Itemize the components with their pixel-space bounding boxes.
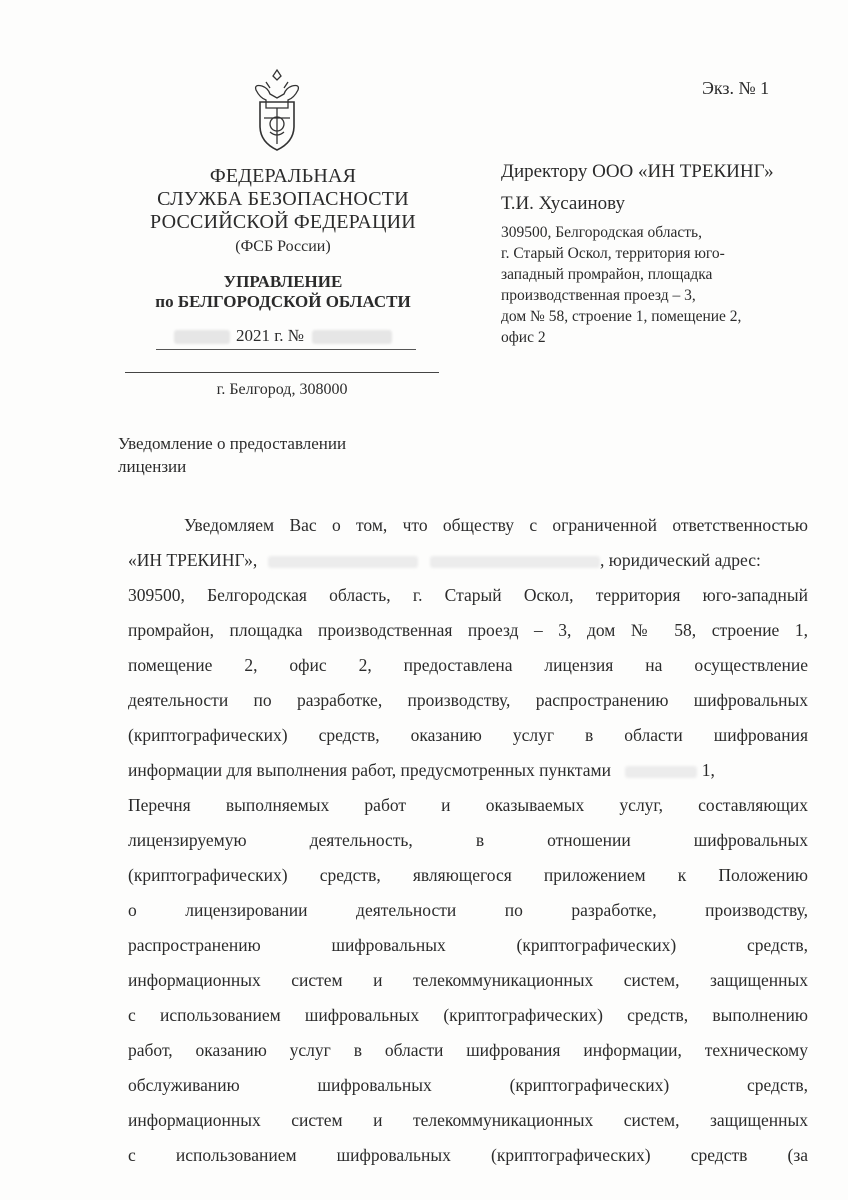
body-line	[128, 543, 808, 578]
addressee-title: Директору ООО «ИН ТРЕКИНГ»	[501, 161, 774, 182]
subject-line: Уведомление о предоставлении	[118, 434, 347, 453]
body-fragment: , юридический адрес:	[600, 550, 761, 570]
redacted-date	[174, 330, 230, 344]
body-line: (криптографических) средств, являющегося приложением к Положению	[128, 865, 808, 885]
body-line: информационных систем и телекоммуникационных систем, защищенных	[128, 1110, 808, 1130]
address-line: дом № 58, строение 1, помещение 2,	[501, 308, 742, 325]
body-line: с использованием шифровальных (криптографических) средств, выполнению	[128, 1005, 808, 1025]
addressee-name: Т.И. Хусаинову	[501, 193, 625, 214]
body-line: о лицензировании деятельности по разработке, производству,	[128, 900, 808, 920]
department-line: по БЕЛГОРОДСКОЙ ОБЛАСТИ	[155, 292, 411, 311]
fsb-emblem-icon	[248, 68, 306, 152]
body-line: лицензируемую деятельность, в отношении шифровальных	[128, 830, 808, 850]
sender-block	[118, 165, 448, 348]
redacted-text	[625, 766, 697, 778]
subject	[118, 432, 438, 478]
body-line: распространению шифровальных (криптографических) средств,	[128, 935, 808, 955]
body-line: деятельности по разработке, производству, распространению шифровальных	[128, 690, 808, 710]
agency-abbreviation: (ФСБ России)	[235, 238, 331, 255]
body-fragment: «ИН ТРЕКИНГ»,	[128, 550, 258, 570]
body-line: Уведомляем Вас о том, что обществу с ограниченной ответственностью	[184, 515, 808, 535]
date-text: 2021 г. №	[235, 326, 305, 345]
department-line: УПРАВЛЕНИЕ	[223, 272, 343, 291]
body-line: Перечня выполняемых работ и оказываемых услуг, составляющих	[128, 795, 808, 815]
body-line	[128, 753, 808, 788]
addressee-block	[501, 160, 821, 348]
address-line: г. Старый Оскол, территория юго-	[501, 245, 725, 262]
sender-city: г. Белгород, 308000	[216, 381, 348, 398]
redacted-text	[268, 556, 418, 568]
body-line: работ, оказанию услуг в области шифрования информации, техническому	[128, 1040, 808, 1060]
address-line: западный промрайон, площадка	[501, 266, 713, 283]
redacted-text	[430, 556, 600, 568]
body-fragment: 1,	[701, 760, 715, 780]
body-line: 309500, Белгородская область, г. Старый Оскол, территория юго-западный	[128, 585, 808, 605]
address-line: 309500, Белгородская область,	[501, 224, 702, 241]
date-number-field	[118, 326, 448, 348]
date-underline	[156, 349, 416, 350]
agency-line: ФЕДЕРАЛЬНАЯ	[209, 165, 357, 187]
copy-number: Экз. № 1	[702, 78, 770, 98]
body-line: с использованием шифровальных (криптографических) средств (за	[128, 1145, 808, 1165]
body-line: обслуживанию шифровальных (криптографических) средств,	[128, 1075, 808, 1095]
addressee-address	[501, 222, 821, 348]
subject-line: лицензии	[118, 457, 187, 476]
body-line: (криптографических) средств, оказанию услуг в области шифрования	[128, 725, 808, 745]
agency-line: РОССИЙСКОЙ ФЕДЕРАЦИИ	[150, 211, 416, 233]
address-line: производственная проезд – 3,	[501, 287, 696, 304]
header-divider	[125, 372, 439, 373]
body-fragment: информации для выполнения работ, предусмотренных пунктами	[128, 760, 611, 780]
agency-line: СЛУЖБА БЕЗОПАСНОСТИ	[157, 188, 409, 210]
department-name	[118, 272, 448, 312]
body-line: информационных систем и телекоммуникационных систем, защищенных	[128, 970, 808, 990]
body-paragraph	[128, 508, 808, 1173]
address-line: офис 2	[501, 329, 546, 346]
redacted-number	[312, 330, 392, 344]
body-line: помещение 2, офис 2, предоставлена лицензия на осуществление	[128, 655, 808, 675]
body-line: промрайон, площадка производственная проезд – 3, дом № 58, строение 1,	[128, 620, 808, 640]
